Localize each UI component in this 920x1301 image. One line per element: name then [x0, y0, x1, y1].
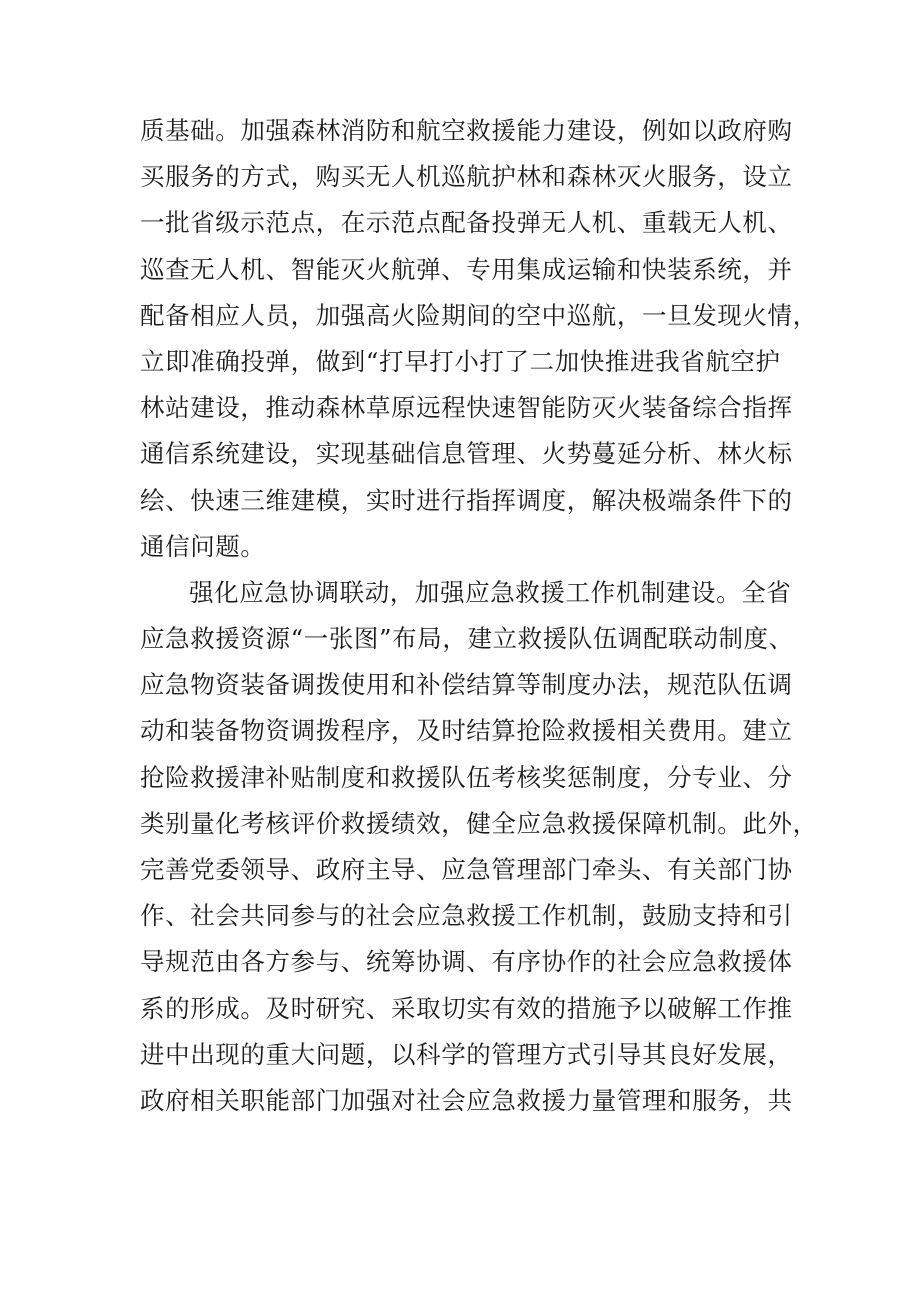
text-line: 立即准确投弹，做到“打早打小打了二加快推进我省航空护	[140, 346, 781, 376]
text-line: 通信问题。	[140, 531, 266, 561]
text-line: 一批省级示范点，在示范点配备投弹无人机、重载无人机、	[140, 208, 793, 238]
text-line: 应急救援资源“一张图”布局，建立救援队伍调配联动制度、	[140, 624, 794, 654]
text-line-indented: 强化应急协调联动，加强应急救援工作机制建设。全省	[189, 577, 792, 607]
document-body	[140, 108, 818, 1124]
text-line: 通信系统建设，实现基础信息管理、火势蔓延分析、林火标	[140, 439, 793, 469]
text-line: 抢险救援津补贴制度和救援队伍考核奖惩制度，分专业、分	[140, 762, 793, 792]
text-line: 导规范由各方参与、统筹协调、有序协作的社会应急救援体	[140, 947, 793, 977]
text-line: 作、社会共同参与的社会应急救援工作机制，鼓励支持和引	[140, 901, 793, 931]
text-line: 政府相关职能部门加强对社会应急救援力量管理和服务，共	[140, 1085, 793, 1115]
text-line: 买服务的方式，购买无人机巡航护林和森林灭火服务，设立	[140, 162, 793, 192]
text-line: 质基础。加强森林消防和航空救援能力建设，例如以政府购	[140, 116, 793, 145]
text-line: 动和装备物资调拨程序，及时结算抢险救援相关费用。建立	[140, 716, 793, 746]
text-line: 类别量化考核评价救援绩效，健全应急救援保障机制。此外，	[140, 808, 818, 838]
text-line: 绘、快速三维建模，实时进行指挥调度，解决极端条件下的	[140, 485, 793, 515]
paragraph-emergency-coordination	[140, 570, 818, 1124]
text-line: 应急物资装备调拨使用和补偿结算等制度办法，规范队伍调	[140, 670, 793, 700]
text-line: 林站建设，推动森林草原远程快速智能防灭火装备综合指挥	[140, 393, 793, 423]
text-line: 进中出现的重大问题，以科学的管理方式引导其良好发展，	[140, 1039, 793, 1069]
text-line: 系的形成。及时研究、采取切实有效的措施予以破解工作推	[140, 993, 793, 1023]
text-line: 巡查无人机、智能灭火航弹、专用集成运输和快装系统，并	[140, 254, 793, 284]
text-line: 配备相应人员，加强高火险期间的空中巡航，一旦发现火情，	[140, 300, 818, 330]
paragraph-forest-aviation-rescue	[140, 108, 818, 570]
text-line: 完善党委领导、政府主导、应急管理部门牵头、有关部门协	[140, 855, 793, 884]
